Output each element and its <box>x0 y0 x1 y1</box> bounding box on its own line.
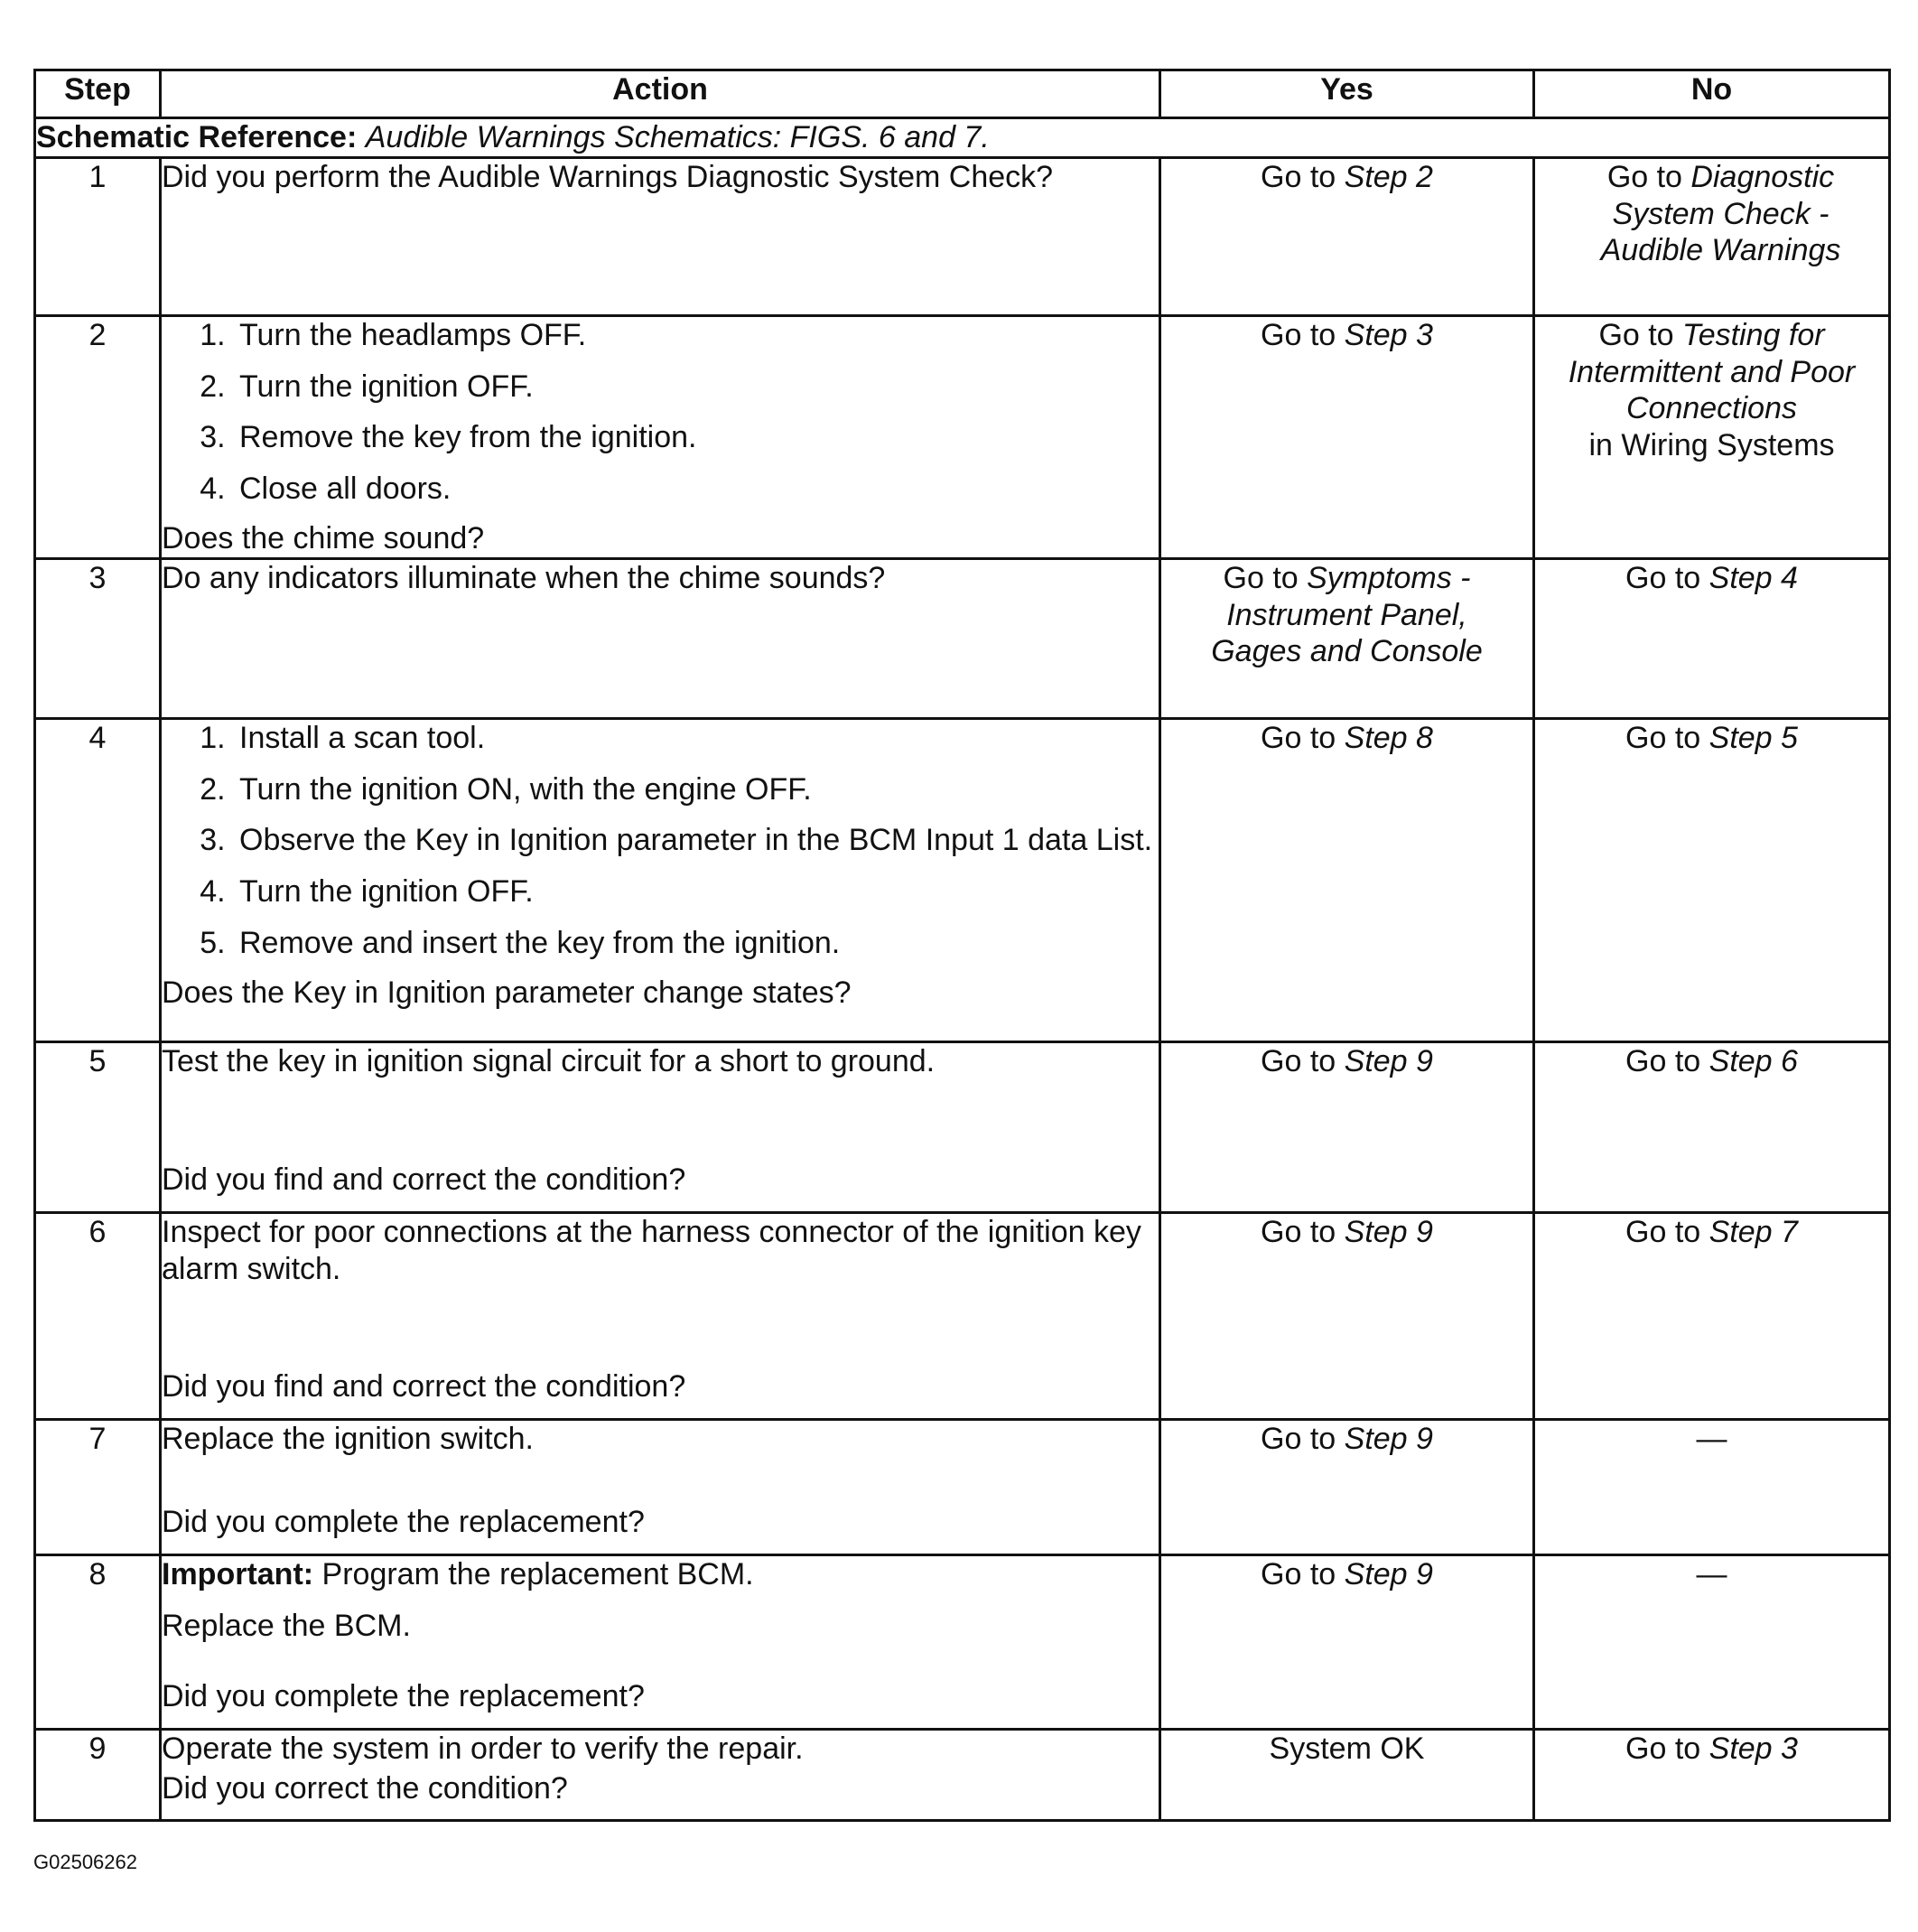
step-number: 2 <box>35 315 161 558</box>
list-item: 4. Close all doors. <box>234 471 1159 508</box>
step-number: 1 <box>35 157 161 315</box>
table-row <box>35 1419 1890 1554</box>
action-question: Did you find and correct the condition? <box>162 1162 686 1197</box>
yes-ref: Step 2 <box>1344 159 1433 194</box>
yes-prefix: Go to <box>1261 720 1345 755</box>
list-item: 4. Turn the ignition OFF. <box>234 873 1159 910</box>
no-prefix: Go to <box>1625 1043 1709 1078</box>
no-prefix: Go to <box>1625 720 1709 755</box>
yes-ref: Step 9 <box>1344 1556 1433 1591</box>
list-item: 1. Turn the headlamps OFF. <box>234 317 1159 354</box>
important-label: Important: <box>162 1556 314 1591</box>
list-item: 5. Remove and insert the key from the ignition. <box>234 925 1159 962</box>
table-row <box>35 315 1890 558</box>
step-number: 6 <box>35 1212 161 1419</box>
action-question: Did you complete the replacement? <box>162 1678 645 1713</box>
no-cell: — <box>1534 1419 1890 1554</box>
yes-cell <box>1160 157 1534 315</box>
yes-prefix: Go to <box>1261 317 1345 352</box>
no-ref: Step 7 <box>1709 1214 1798 1249</box>
no-ref: Testing for Intermittent and Poor Connections <box>1568 317 1856 426</box>
list-item: 2. Turn the ignition OFF. <box>234 369 1159 406</box>
table-row <box>35 157 1890 315</box>
no-cell <box>1534 1041 1890 1212</box>
no-cell <box>1534 1729 1890 1820</box>
reference-text: Audible Warnings Schematics: FIGS. 6 and 7. <box>365 120 990 154</box>
reference-row <box>35 118 1890 158</box>
action-steps <box>162 317 1159 508</box>
header-no: No <box>1534 70 1890 118</box>
action-cell <box>161 157 1160 315</box>
header-action: Action <box>161 70 1160 118</box>
reference-label: Schematic Reference: <box>36 120 358 154</box>
yes-prefix: Go to <box>1261 1214 1345 1249</box>
header-row <box>35 70 1890 118</box>
figure-code: G02506262 <box>33 1851 137 1873</box>
yes-cell <box>1160 1041 1534 1212</box>
list-item: 1. Install a scan tool. <box>234 720 1159 757</box>
action-question: Did you find and correct the condition? <box>162 1368 686 1404</box>
table-row <box>35 718 1890 1041</box>
table-row <box>35 1729 1890 1820</box>
action-text: Inspect for poor connections at the harness connector of the ignition key alarm switch. <box>162 1214 1141 1286</box>
important-note <box>162 1556 1159 1593</box>
action-cell <box>161 718 1160 1041</box>
action-cell <box>161 315 1160 558</box>
no-prefix: Go to <box>1606 159 1691 194</box>
action-question: Does the Key in Ignition parameter change states? <box>162 975 852 1010</box>
yes-ref: Step 9 <box>1344 1043 1433 1078</box>
action-text: Replace the BCM. <box>162 1608 411 1643</box>
yes-cell <box>1160 315 1534 558</box>
no-cell <box>1534 558 1890 718</box>
action-cell <box>161 1212 1160 1419</box>
table-row <box>35 1041 1890 1212</box>
yes-ref: Step 9 <box>1344 1421 1433 1456</box>
action-cell <box>161 1554 1160 1729</box>
diagnostic-table <box>33 69 1891 1822</box>
important-text: Program the replacement BCM. <box>313 1556 754 1591</box>
no-ref: Step 6 <box>1709 1043 1798 1078</box>
action-text: Do any indicators illuminate when the chime sounds? <box>162 560 886 595</box>
yes-prefix: Go to <box>1223 560 1308 595</box>
step-number: 5 <box>35 1041 161 1212</box>
no-ref: Step 5 <box>1709 720 1798 755</box>
yes-ref: Step 3 <box>1344 317 1433 352</box>
header-step: Step <box>35 70 161 118</box>
yes-cell <box>1160 1419 1534 1554</box>
no-cell <box>1534 718 1890 1041</box>
action-text: Operate the system in order to verify the repair. <box>162 1731 804 1766</box>
no-prefix: Go to <box>1625 1731 1709 1766</box>
no-cell <box>1534 315 1890 558</box>
schematic-reference <box>35 118 1890 158</box>
table-row <box>35 1554 1890 1729</box>
list-item: 3. Observe the Key in Ignition parameter in the BCM Input 1 data List. <box>234 822 1159 859</box>
action-text: Replace the ignition switch. <box>162 1421 535 1456</box>
no-prefix: Go to <box>1625 560 1709 595</box>
action-question: Did you correct the condition? <box>162 1770 568 1806</box>
yes-ref: Step 8 <box>1344 720 1433 755</box>
action-text: Test the key in ignition signal circuit for a short to ground. <box>162 1043 936 1078</box>
yes-prefix: Go to <box>1261 1043 1345 1078</box>
step-number: 4 <box>35 718 161 1041</box>
no-ref: Step 4 <box>1709 560 1798 595</box>
step-number: 9 <box>35 1729 161 1820</box>
action-question: Did you complete the replacement? <box>162 1504 645 1539</box>
list-item: 3. Remove the key from the ignition. <box>234 419 1159 456</box>
table-row <box>35 1212 1890 1419</box>
no-suffix: in Wiring Systems <box>1588 428 1835 463</box>
action-text: Did you perform the Audible Warnings Diagnostic System Check? <box>162 159 1054 194</box>
table-row <box>35 558 1890 718</box>
no-cell <box>1534 157 1890 315</box>
step-number: 8 <box>35 1554 161 1729</box>
no-prefix: Go to <box>1598 317 1683 352</box>
step-number: 3 <box>35 558 161 718</box>
action-cell <box>161 1041 1160 1212</box>
list-item: 2. Turn the ignition ON, with the engine OFF. <box>234 771 1159 808</box>
header-yes: Yes <box>1160 70 1534 118</box>
no-cell <box>1534 1212 1890 1419</box>
yes-cell <box>1160 1212 1534 1419</box>
action-cell <box>161 558 1160 718</box>
yes-prefix: Go to <box>1261 159 1345 194</box>
no-ref: Step 3 <box>1709 1731 1798 1766</box>
no-prefix: Go to <box>1625 1214 1709 1249</box>
yes-cell <box>1160 718 1534 1041</box>
yes-cell <box>1160 558 1534 718</box>
yes-cell: System OK <box>1160 1729 1534 1820</box>
action-cell <box>161 1729 1160 1820</box>
yes-ref: Step 9 <box>1344 1214 1433 1249</box>
yes-prefix: Go to <box>1261 1556 1345 1591</box>
yes-prefix: Go to <box>1261 1421 1345 1456</box>
action-question: Does the chime sound? <box>162 520 485 555</box>
action-cell <box>161 1419 1160 1554</box>
yes-cell <box>1160 1554 1534 1729</box>
step-number: 7 <box>35 1419 161 1554</box>
action-steps <box>162 720 1159 962</box>
no-ref: Diagnostic System Check - Audible Warnings <box>1600 159 1841 268</box>
no-cell: — <box>1534 1554 1890 1729</box>
yes-ref: Symptoms - Instrument Panel, Gages and Console <box>1211 560 1483 669</box>
